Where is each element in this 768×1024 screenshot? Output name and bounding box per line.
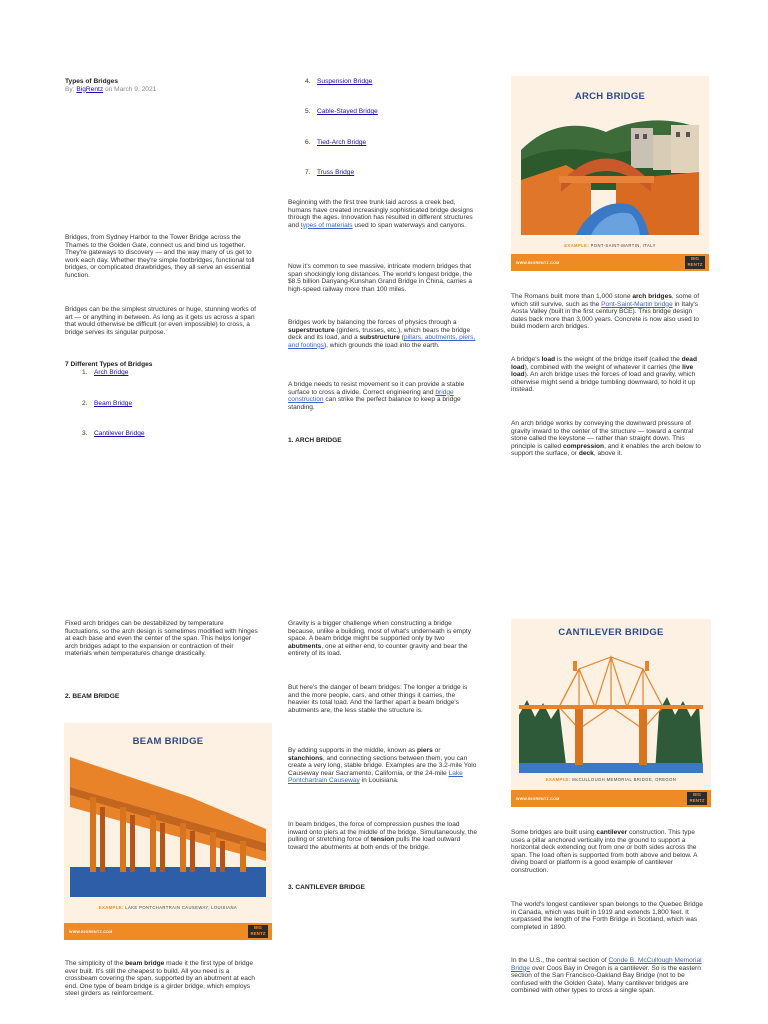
types-list-item: 2. Beam Bridge	[82, 400, 133, 407]
suspension-bridge-link[interactable]: Suspension Bridge	[317, 78, 373, 85]
card-footer-bar	[511, 254, 709, 271]
materials-link[interactable]: types of materials	[300, 221, 353, 229]
beam-simplicity-paragraph: The simplicity of the beam bridge made it the first type of bridge ever built. It's still the cheapest to build. All you need is a crossbeam covering the span, supported by an abutment at each end. One type of beam bridge is a girder bridge, which employs steel girders as reinforcement.	[65, 960, 255, 998]
types-list-item: 4. Suspension Bridge	[305, 78, 373, 85]
cantilever-construction-paragraph: Some bridges are built using cantilever construction. This type uses a pillar anchored vertically into the ground to support a horizontal deck extending out from one or both sides across the span. The load often is supported from both above and below. A diving board or platform is a good example of cantilever construction.	[511, 829, 698, 874]
piers-paragraph: By adding supports in the middle, known as piers or stanchions, and connecting sections between them, you can create a very long, stable bridge. Examples are the 3.2-mile Yolo Causeway near Sacramento, California, or the 24-mile Lake Pontchartrain Causeway in Louisiana.	[288, 747, 477, 785]
mccullough-paragraph: In the U.S., the central section of Conde B. McCullough Memorial Bridge over Coos Bay in Oregon is a cantilever. So is the eastern section of the San Francisco-Oakland Bay Bridge (not to be confused with the Golden Gate). Many cantilever bridges are combined with other types to cross a single span.	[511, 957, 702, 995]
tied-arch-bridge-link[interactable]: Tied-Arch Bridge	[317, 139, 367, 146]
card-footer-bar	[511, 790, 711, 807]
card-title: BEAM BRIDGE	[132, 736, 204, 747]
compression-paragraph: An arch bridge works by conveying the downward pressure of gravity inward to the center of the structure — toward a central stone called the keystone — rather than straight down. This principle is called compression, and it enables the arch below to support the surface, or deck, above it.	[511, 420, 701, 458]
mccullough-bridge-link[interactable]: Conde B. McCullough Memorial Bridge	[511, 957, 702, 972]
cantilever-bridge-illustration	[519, 645, 703, 773]
load-paragraph: A bridge's load is the weight of the bridge itself (called the dead load), combined with the weight of whatever it carries (the live load). An arch bridge uses the forces of load and gravity, which otherwise might send a bridge tumbling downward, to hold it up instead.	[511, 356, 697, 394]
arch-bridge-link[interactable]: Arch Bridge	[94, 369, 129, 376]
beam-bridge-infographic	[64, 723, 272, 940]
lake-pontchartrain-link[interactable]: Lake Pontchartrain Causeway	[288, 769, 463, 785]
card-url: WWW.BIGRENTZ.COM	[69, 930, 113, 934]
author-link[interactable]: BigRentz	[76, 85, 104, 93]
card-example-caption: EXAMPLE: McCULLOUGH MEMORIAL BRIDGE, OREGON	[545, 777, 677, 782]
card-title: ARCH BRIDGE	[574, 91, 646, 102]
engineering-paragraph: A bridge needs to resist movement so it can provide a stable surface to cross a divide. Correct engineering and bridge construction can strike the perfect balance to keep a bridge standing.	[288, 381, 465, 411]
tension-paragraph: In beam bridges, the force of compression pushes the load inward onto piers at the middle of the bridge. Simultaneously, the pulling or stretching force of tension pulls the load outward toward the abutments at both ends of the bridge.	[288, 821, 478, 851]
card-title: CANTILEVER BRIDGE	[558, 627, 664, 638]
beam-danger-paragraph: But here's the danger of beam bridges: The longer a bridge is and the more people, cars, and other things it carries, the heavier its total load. And the farther apart a beam bridge's abutments are, the less stable the structure is.	[288, 684, 468, 714]
quebec-bridge-paragraph: The world's longest cantilever span belongs to the Quebec Bridge in Canada, which was built in 1919 and extends 1,800 feet. It surpassed the length of the Forth Bridge in Scotland, which was completed in 1890.	[511, 901, 703, 931]
fixed-arch-paragraph: Fixed arch bridges can be destabilized by temperature fluctuations, so the arch design is sometimes modified with hinges at each base and even the center of the span. This helps longer arch bridges adapt to the expansion or contraction of their materials when temperatures change drastically.	[65, 620, 258, 658]
article-byline: By: BigRentz on March 9, 2021	[65, 85, 157, 93]
card-url: WWW.BIGRENTZ.COM	[516, 261, 560, 265]
types-list-item: 1. Arch Bridge	[82, 369, 129, 376]
gravity-paragraph: Gravity is a bigger challenge when constructing a bridge because, unlike a building, most of what's underneath is empty space. A beam bridge might be supported only by two abutments, one at either end, to counter gravity and bear the entirety of its load.	[288, 620, 472, 658]
cable-stayed-bridge-link[interactable]: Cable-Stayed Bridge	[317, 108, 378, 115]
intro-paragraph-2: Bridges can be the simplest structures or huge, stunning works of art — or anything in between. As long as it gets us across a span that would otherwise be difficult (or even impossible) to cross, a bridge serves its singular purpose.	[65, 306, 256, 336]
history-paragraph: Beginning with the first tree trunk laid across a creek bed, humans have created increasingly sophisticated bridge designs through the ages. Innovation has resulted in different structures and types of materials used to span waterways and canyons.	[288, 199, 474, 229]
pont-saint-martin-link[interactable]: Pont-Saint-Martin bridge	[601, 300, 673, 308]
arch-bridge-infographic	[511, 76, 709, 271]
physics-paragraph: Bridges work by balancing the forces of physics through a superstructure (girders, trusses, etc.), which bears the bridge deck and its load, and a substructure (pillars, abutments, piers, and footings), which grounds the load into the earth.	[288, 319, 476, 349]
bigrentz-logo: BIG RENTZ	[248, 925, 268, 938]
cantilever-bridge-link[interactable]: Cantilever Bridge	[94, 430, 145, 437]
modern-bridges-paragraph: Now it's common to see massive, intricate modern bridges that span shockingly long distances. The world's longest bridge, the $8.5 billion Danyang-Kunshan Grand Bridge in China, carries a high-speed railway more than 100 miles.	[288, 263, 473, 293]
column-1	[65, 78, 260, 93]
arch-bridge-heading: 1. ARCH BRIDGE	[288, 437, 342, 444]
card-footer-bar	[64, 923, 272, 940]
types-list-heading: 7 Different Types of Bridges	[65, 361, 153, 368]
types-list-item: 5. Cable-Stayed Bridge	[305, 108, 378, 115]
bigrentz-logo: BIG RENTZ	[687, 792, 707, 805]
beam-bridge-illustration	[70, 757, 266, 897]
beam-bridge-link[interactable]: Beam Bridge	[94, 400, 133, 407]
article-title: Types of Bridges	[65, 78, 119, 85]
types-list-item: 6. Tied-Arch Bridge	[305, 139, 367, 146]
romans-paragraph: The Romans built more than 1,000 stone arch bridges, some of which still survive, such as the Pont-Saint-Martin bridge in Italy's Aosta Valley (built in the first century BCE). This bridge design dates back more than 3,000 years. Concrete is now also used to build modern arch bridges.	[511, 293, 700, 331]
cantilever-bridge-infographic	[511, 619, 711, 807]
card-example-caption: EXAMPLE: LAKE PONTCHARTRAIN CAUSEWAY, LOUISIANA	[98, 905, 238, 910]
beam-bridge-heading: 2. BEAM BRIDGE	[65, 693, 120, 700]
types-list-item: 7. Truss Bridge	[305, 169, 355, 176]
card-url: WWW.BIGRENTZ.COM	[516, 797, 560, 801]
card-example-caption: EXAMPLE: PONT-SAINT-MARTIN, ITALY	[564, 243, 656, 248]
pillars-link[interactable]: pillars, abutments, piers, and footings	[288, 334, 476, 349]
cantilever-bridge-heading: 3. CANTILEVER BRIDGE	[288, 884, 365, 891]
intro-paragraph-1: Bridges, from Sydney Harbor to the Tower Bridge across the Thames to the Golden Gate, connect us and bind us together. They're gateways to discovery — and the way many of us get to work each day. Whether they're simple footbridges, functional toll bridges, or complicated drawbridges, they all serve an essential function.	[65, 234, 255, 279]
construction-link[interactable]: bridge construction	[288, 388, 454, 404]
arch-bridge-illustration	[521, 110, 699, 235]
bigrentz-logo: BIG RENTZ	[685, 256, 705, 269]
truss-bridge-link[interactable]: Truss Bridge	[317, 169, 355, 176]
types-list-item: 3. Cantilever Bridge	[82, 430, 145, 437]
